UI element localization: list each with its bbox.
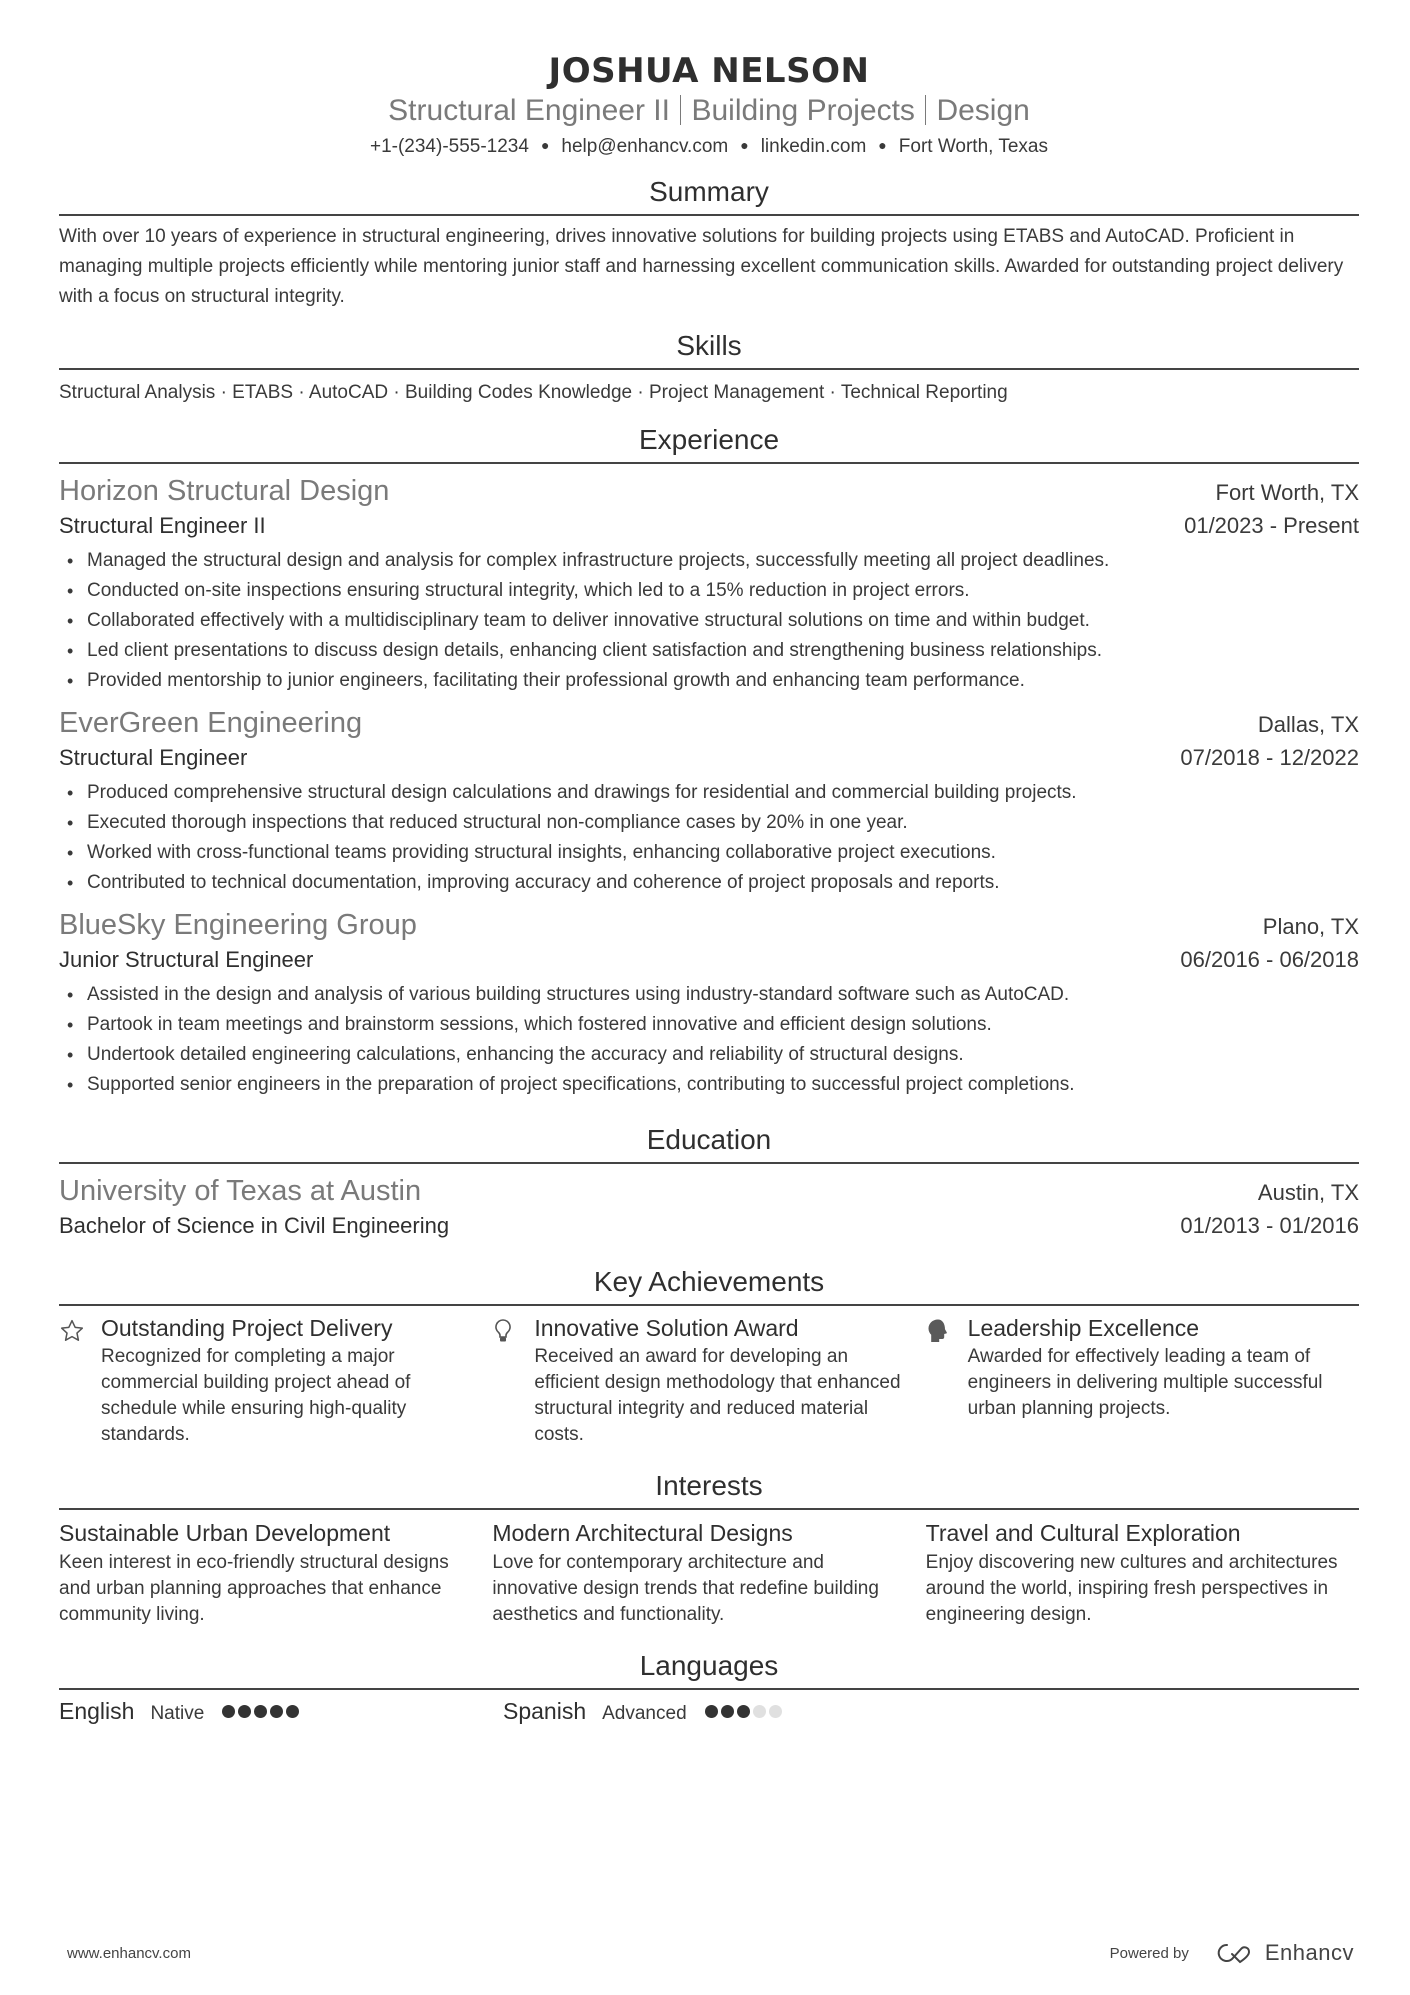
dot-filled xyxy=(705,1705,718,1718)
bullet-separator: ● xyxy=(740,137,749,153)
job-role: Junior Structural Engineer xyxy=(59,947,314,972)
proficiency-dots xyxy=(705,1705,782,1718)
bullet-item: • Led client presentations to discuss design details, enhancing client satisfaction and strengthening business relationships. xyxy=(59,636,1359,666)
interests-section xyxy=(59,1468,1359,1628)
interest-item xyxy=(492,1516,925,1628)
resume-header xyxy=(59,0,1359,160)
language-level: Advanced xyxy=(602,1703,687,1724)
job-bullets xyxy=(59,980,1359,1100)
education-section xyxy=(59,1122,1359,1242)
achievement-item xyxy=(926,1312,1359,1448)
bullet-item: • Assisted in the design and analysis of various building structures using industry-standard software such as AutoCAD. xyxy=(59,980,1359,1010)
dot-empty xyxy=(753,1705,766,1718)
skills-section xyxy=(59,328,1359,408)
interest-desc: Enjoy discovering new cultures and architectures around the world, inspiring fresh perspectives in engineering design. xyxy=(925,1552,1338,1625)
job-bullets xyxy=(59,778,1359,898)
candidate-title xyxy=(59,92,1359,130)
achievement-desc: Awarded for effectively leading a team of engineers in delivering multiple successful urban planning projects. xyxy=(967,1346,1323,1419)
page-footer xyxy=(67,1940,1354,1966)
achievement-title: Outstanding Project Delivery xyxy=(101,1315,393,1341)
head-icon xyxy=(926,1312,968,1448)
title-part: Building Projects xyxy=(691,94,915,127)
skills-list: Structural Analysis · ETABS · AutoCAD · Building Codes Knowledge · Project Management · Technical Reporting xyxy=(59,382,1008,403)
achievement-title: Innovative Solution Award xyxy=(534,1315,799,1341)
dot-filled xyxy=(270,1705,283,1718)
experience-entry xyxy=(59,704,1359,898)
contact-linkedin[interactable]: linkedin.com xyxy=(760,136,867,157)
job-bullets xyxy=(59,546,1359,696)
interest-item xyxy=(926,1516,1359,1628)
bullet-item: • Executed thorough inspections that reduced structural non-compliance cases by 20% in one year. xyxy=(59,808,1359,838)
interest-desc: Love for contemporary architecture and innovative design trends that redefine building aesthetics and functionality. xyxy=(492,1552,879,1625)
summary-text: With over 10 years of experience in structural engineering, drives innovative solutions for building projects using ETABS and AutoCAD. Proficient in managing multiple projects efficiently while mentoring junior staff and harnessing excellent communication skills. Awarded for outstanding project delivery with a focus on structural integrity. xyxy=(59,226,1344,307)
dot-empty xyxy=(769,1705,782,1718)
company-name: BlueSky Engineering Group xyxy=(59,909,417,941)
section-heading: Skills xyxy=(59,328,1359,370)
job-location: Fort Worth, TX xyxy=(1215,480,1359,505)
bullet-item: • Managed the structural design and analysis for complex infrastructure projects, successfully meeting all project deadlines. xyxy=(59,546,1359,576)
proficiency-dots xyxy=(222,1705,299,1718)
dot-filled xyxy=(286,1705,299,1718)
bullet-item: • Produced comprehensive structural design calculations and drawings for residential and commercial building projects. xyxy=(59,778,1359,808)
footer-url[interactable]: www.enhancv.com xyxy=(67,1944,191,1962)
title-part: Design xyxy=(936,94,1030,127)
divider xyxy=(925,95,927,125)
dot-filled xyxy=(254,1705,267,1718)
bullet-item: • Supported senior engineers in the preparation of project specifications, contributing to successful project completions. xyxy=(59,1070,1359,1100)
education-dates: 01/2013 - 01/2016 xyxy=(1180,1213,1359,1238)
lightbulb-icon xyxy=(492,1312,534,1448)
contact-location: Fort Worth, Texas xyxy=(898,136,1049,157)
interest-item xyxy=(59,1516,492,1628)
section-heading: Education xyxy=(59,1122,1359,1164)
achievement-title: Leadership Excellence xyxy=(967,1315,1200,1341)
dot-filled xyxy=(721,1705,734,1718)
experience-section xyxy=(59,422,1359,1100)
contact-email[interactable]: help@enhancv.com xyxy=(561,136,729,157)
school-location: Austin, TX xyxy=(1257,1180,1359,1205)
enhancv-logo-icon xyxy=(1213,1941,1257,1965)
section-heading: Languages xyxy=(59,1648,1359,1690)
degree: Bachelor of Science in Civil Engineering xyxy=(59,1213,450,1238)
dot-filled xyxy=(737,1705,750,1718)
job-location: Dallas, TX xyxy=(1257,712,1359,737)
powered-by-label: Powered by xyxy=(1109,1944,1189,1962)
interest-desc: Keen interest in eco-friendly structural designs and urban planning approaches that enhance community living. xyxy=(59,1552,449,1625)
achievement-desc: Recognized for completing a major commercial building project ahead of schedule while ensuring high-quality standards. xyxy=(101,1346,411,1445)
school-name: University of Texas at Austin xyxy=(59,1175,422,1207)
achievement-item xyxy=(59,1312,492,1448)
language-name: English xyxy=(59,1698,135,1724)
achievements-section xyxy=(59,1264,1359,1448)
powered-by xyxy=(1110,1940,1354,1966)
bullet-item: • Conducted on-site inspections ensuring structural integrity, which led to a 15% reduction in project errors. xyxy=(59,576,1359,606)
job-location: Plano, TX xyxy=(1262,914,1359,939)
brand-name: Enhancv xyxy=(1264,1940,1354,1965)
interest-title: Modern Architectural Designs xyxy=(492,1520,793,1546)
job-role: Structural Engineer II xyxy=(59,513,266,538)
star-icon xyxy=(59,1312,101,1448)
bullet-item: • Partook in team meetings and brainstorm sessions, which fostered innovative and efficient design solutions. xyxy=(59,1010,1359,1040)
language-name: Spanish xyxy=(503,1698,587,1724)
bullet-item: • Provided mentorship to junior engineers, facilitating their professional growth and enhancing team performance. xyxy=(59,666,1359,696)
job-dates: 01/2023 - Present xyxy=(1184,513,1359,538)
contact-line xyxy=(59,132,1359,160)
resume-page xyxy=(59,0,1359,1725)
bullet-item: • Undertook detailed engineering calculations, enhancing the accuracy and reliability of structural designs. xyxy=(59,1040,1359,1070)
candidate-name: JOSHUA NELSON xyxy=(548,51,870,91)
contact-phone: +1-(234)-555-1234 xyxy=(369,136,529,157)
bullet-item: • Collaborated effectively with a multidisciplinary team to deliver innovative structural solutions on time and within budget. xyxy=(59,606,1359,636)
experience-entry xyxy=(59,472,1359,696)
divider xyxy=(680,95,682,125)
section-heading: Experience xyxy=(59,422,1359,464)
section-heading: Interests xyxy=(59,1468,1359,1510)
dot-filled xyxy=(222,1705,235,1718)
interest-title: Travel and Cultural Exploration xyxy=(925,1520,1241,1546)
language-item xyxy=(59,1698,503,1725)
company-name: EverGreen Engineering xyxy=(59,707,363,739)
bullet-item: • Worked with cross-functional teams providing structural insights, enhancing collaborative project executions. xyxy=(59,838,1359,868)
education-entry xyxy=(59,1172,1359,1242)
section-heading: Key Achievements xyxy=(59,1264,1359,1306)
experience-entry xyxy=(59,906,1359,1100)
section-heading: Summary xyxy=(59,174,1359,216)
company-name: Horizon Structural Design xyxy=(59,475,390,507)
bullet-separator: ● xyxy=(878,137,887,153)
interest-title: Sustainable Urban Development xyxy=(59,1520,391,1546)
bullet-item: • Contributed to technical documentation, improving accuracy and coherence of project proposals and reports. xyxy=(59,868,1359,898)
achievement-desc: Received an award for developing an efficient design methodology that enhanced structural integrity and reduced material costs. xyxy=(534,1346,901,1445)
summary-section xyxy=(59,174,1359,312)
job-dates: 06/2016 - 06/2018 xyxy=(1180,947,1359,972)
language-level: Native xyxy=(150,1703,205,1724)
brand-logo[interactable] xyxy=(1213,1940,1354,1966)
job-dates: 07/2018 - 12/2022 xyxy=(1180,745,1359,770)
languages-section xyxy=(59,1648,1359,1725)
job-role: Structural Engineer xyxy=(59,745,248,770)
title-part: Structural Engineer II xyxy=(388,94,670,127)
bullet-separator: ● xyxy=(540,137,550,153)
dot-filled xyxy=(238,1705,251,1718)
language-item xyxy=(503,1698,947,1725)
achievement-item xyxy=(492,1312,925,1448)
